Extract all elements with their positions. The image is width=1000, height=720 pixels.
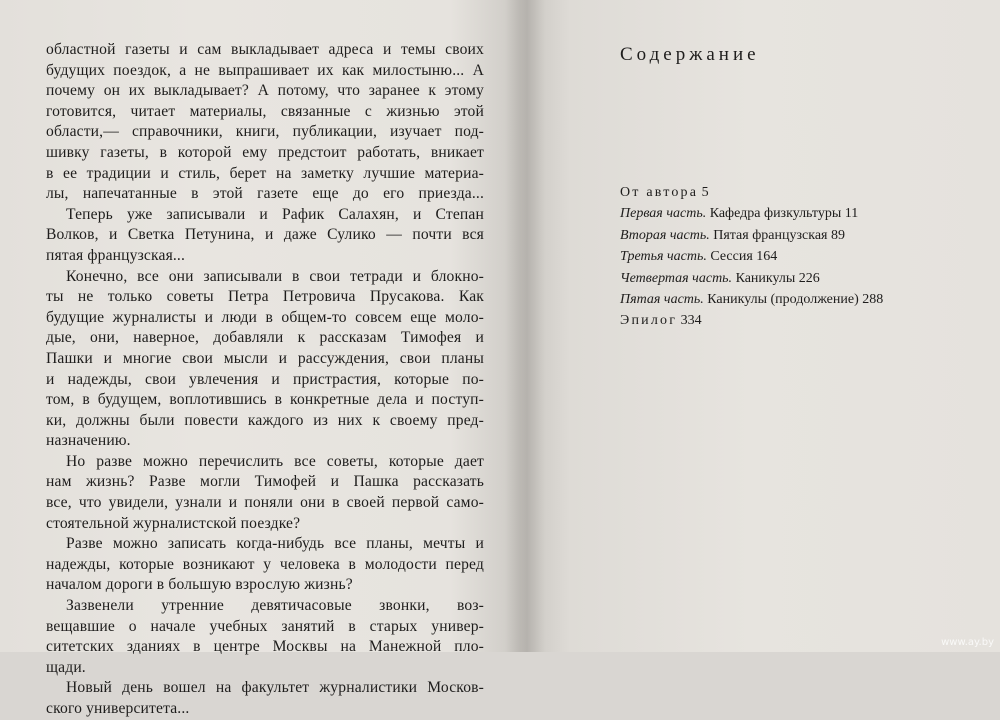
text-line: назначению. xyxy=(46,432,131,450)
text-line: щади. xyxy=(46,658,86,676)
toc-entry-title: Пятая французская xyxy=(713,227,828,243)
toc-entry xyxy=(620,289,883,310)
toc-entry xyxy=(620,182,883,203)
text-line: Зазвенели утренние девятичасовые звонки, воз- xyxy=(66,597,484,615)
text-line: области,— справочники, книги, публикации, изучает под- xyxy=(46,123,484,141)
toc-entry xyxy=(620,246,883,267)
toc-entry-part: Пятая часть. xyxy=(620,292,704,308)
left-page-text xyxy=(46,40,484,720)
contents-list xyxy=(620,182,883,332)
text-line: началом дороги в большую взрослую жизнь? xyxy=(46,576,353,594)
text-line: почему он их выкладывает? А потому, что заранее к этому xyxy=(46,82,484,100)
book-gutter-shadow xyxy=(505,0,545,652)
text-line: лы, напечатанные в этой газете еще до его приезда... xyxy=(46,185,484,203)
toc-entry xyxy=(620,225,883,246)
toc-entry-page: 334 xyxy=(680,313,702,329)
contents-title: Содержание xyxy=(620,44,760,65)
toc-entry-part: Вторая часть. xyxy=(620,227,710,243)
text-line: надежды, которые возникают у человека в молодости перед xyxy=(46,555,484,573)
text-line: в ее традиции и стиль, берет на заметку лучшие материа- xyxy=(46,164,484,182)
text-line: стоятельной журналистской поездке? xyxy=(46,514,301,532)
text-line: Разве можно записать когда-нибудь все планы, мечты и xyxy=(66,535,484,553)
text-line: том, в будущем, воплотившись в конкретные дела и поступ- xyxy=(46,391,484,409)
text-line: будущие журналисты и люди в общем-то совсем еще моло- xyxy=(46,308,484,326)
toc-entry xyxy=(620,310,883,331)
text-line: вещавшие о начале учебных занятий в старых универ- xyxy=(46,617,484,635)
toc-entry-page: 11 xyxy=(844,206,859,222)
text-line: Конечно, все они записывали в свои тетради и блокно- xyxy=(66,267,484,285)
text-line: нам жизнь? Разве могли Тимофей и Пашка рассказать xyxy=(46,473,484,491)
toc-entry-title: Каникулы (продолжение) xyxy=(707,292,859,308)
text-line: областной газеты и сам выкладывает адреса и темы своих xyxy=(46,41,484,58)
toc-entry-part: Третья часть. xyxy=(620,249,707,265)
text-line: все, что увидели, узнали и поняли они в своей первой само- xyxy=(46,494,484,512)
toc-entry-title: От автора xyxy=(620,185,699,200)
toc-entry-page: 5 xyxy=(701,185,709,200)
text-line: ситетских зданиях в центре Москвы на Манежной пло- xyxy=(46,638,484,656)
text-line: готовится, читает материалы, связанные с жизнью этой xyxy=(46,102,484,120)
toc-entry-title: Сессия xyxy=(710,249,753,265)
text-line: ского университета... xyxy=(46,700,190,717)
toc-entry-title: Каникулы xyxy=(735,270,796,286)
text-line: ки, должны были повести каждого из них к своему пред- xyxy=(46,411,484,429)
text-line: Но разве можно перечислить все советы, которые дает xyxy=(66,452,484,470)
toc-entry-title: Эпилог xyxy=(620,313,678,329)
toc-entry-page: 226 xyxy=(798,270,820,286)
toc-entry-part: Первая часть. xyxy=(620,206,707,222)
toc-entry xyxy=(620,268,883,289)
watermark: www.ay.by xyxy=(941,637,994,648)
toc-entry-title: Кафедра физкультуры xyxy=(709,206,842,222)
toc-entry-page: 164 xyxy=(756,249,778,265)
text-line: будущих поездок, а не выпрашивает их как милостыню... А xyxy=(46,61,484,79)
text-line: шивку газеты, в которой ему предстоит работать, вникает xyxy=(46,143,484,161)
toc-entry-page: 288 xyxy=(862,292,884,308)
toc-entry xyxy=(620,203,883,224)
text-line: Новый день вошел на факультет журналистики Москов- xyxy=(66,679,484,697)
text-line: Волков, и Светка Петунина, и даже Сулико — почти вся xyxy=(46,226,484,244)
text-line: и надежды, свои увлечения и пристрастия, которые по- xyxy=(46,370,484,388)
toc-entry-page: 89 xyxy=(830,227,845,243)
text-line: дые, они, наверное, добавляли к рассказам Тимофея и xyxy=(46,329,484,347)
text-line: Теперь уже записывали и Рафик Салахян, и Степан xyxy=(66,205,484,223)
text-line: ты не только советы Петра Петровича Прусакова. Как xyxy=(46,288,484,306)
text-line: пятая французская... xyxy=(46,246,186,264)
toc-entry-part: Четвертая часть. xyxy=(620,270,733,286)
text-line: Пашки и многие свои мысли и рассуждения, свои планы xyxy=(46,349,484,367)
